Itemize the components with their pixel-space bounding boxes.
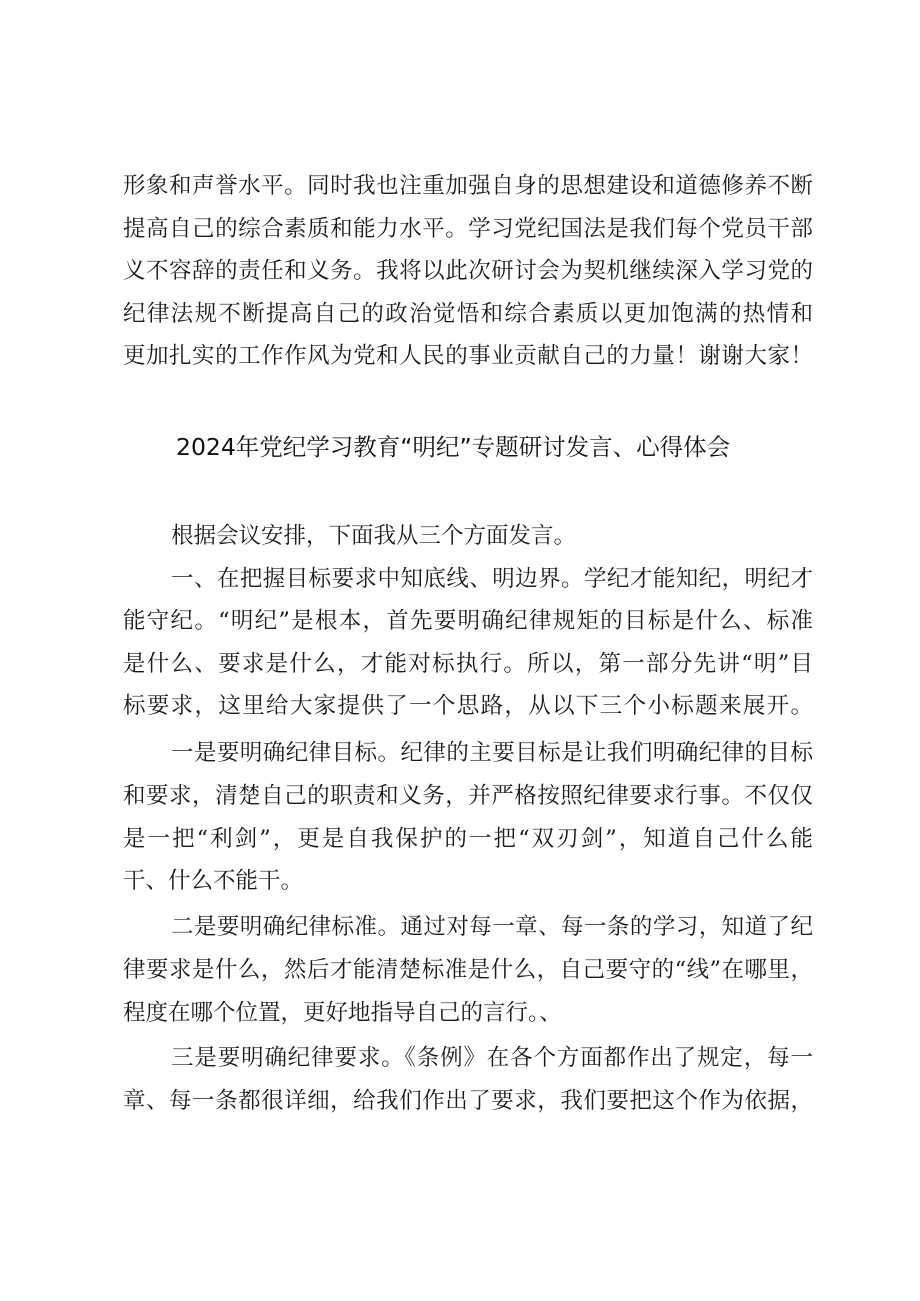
text-line: 标要求，这里给大家提供了一个思路，从以下三个小标题来展开。 [123,693,813,719]
text-line: 更加扎实的工作作风为党和人民的事业贡献自己的力量！谢谢大家！ [123,343,813,369]
article-title: 2024年党纪学习教育“明纪”专题研讨发言、心得体会 [176,433,731,461]
text-line: 纪律法规不断提高自己的政治觉悟和综合素质以更加饱满的热情和 [123,301,813,327]
text-line: 义不容辞的责任和义务。我将以此次研讨会为契机继续深入学习党的 [123,258,813,284]
text-line: 提高自己的综合素质和能力水平。学习党纪国法是我们每个党员干部 [123,216,813,242]
text-line: 和要求，清楚自己的职责和义务，并严格按照纪律要求行事。不仅仅 [123,783,813,809]
text-line: 干、什么不能干。 [123,868,304,894]
text-line: 形象和声誉水平。同时我也注重加强自身的思想建设和道德修养不断 [123,173,813,199]
text-line: 是一把“利剑”，更是自我保护的一把“双刃剑”，知道自己什么能 [123,826,813,852]
text-line: 是什么、要求是什么，才能对标执行。所以，第一部分先讲“明”目 [123,651,813,677]
text-line: 章、每一条都很详细，给我们作出了要求，我们要把这个作为依据， [123,1088,813,1114]
text-line: 一、在把握目标要求中知底线、明边界。学纪才能知纪，明纪才 [171,566,813,592]
text-line: 二是要明确纪律标准。通过对每一章、每一条的学习，知道了纪 [171,914,813,940]
text-line: 三是要明确纪律要求。《条例》在各个方面都作出了规定，每一 [171,1045,813,1071]
text-line: 能守纪。“明纪”是根本，首先要明确纪律规矩的目标是什么、标准 [123,608,813,634]
text-line: 律要求是什么，然后才能清楚标准是什么，自己要守的“线”在哪里， [123,957,813,983]
text-line: 程度在哪个位置，更好地指导自己的言行。、 [123,1000,562,1026]
text-line: 根据会议安排，下面我从三个方面发言。 [171,523,577,549]
text-line: 一是要明确纪律目标。纪律的主要目标是让我们明确纪律的目标 [171,740,813,766]
